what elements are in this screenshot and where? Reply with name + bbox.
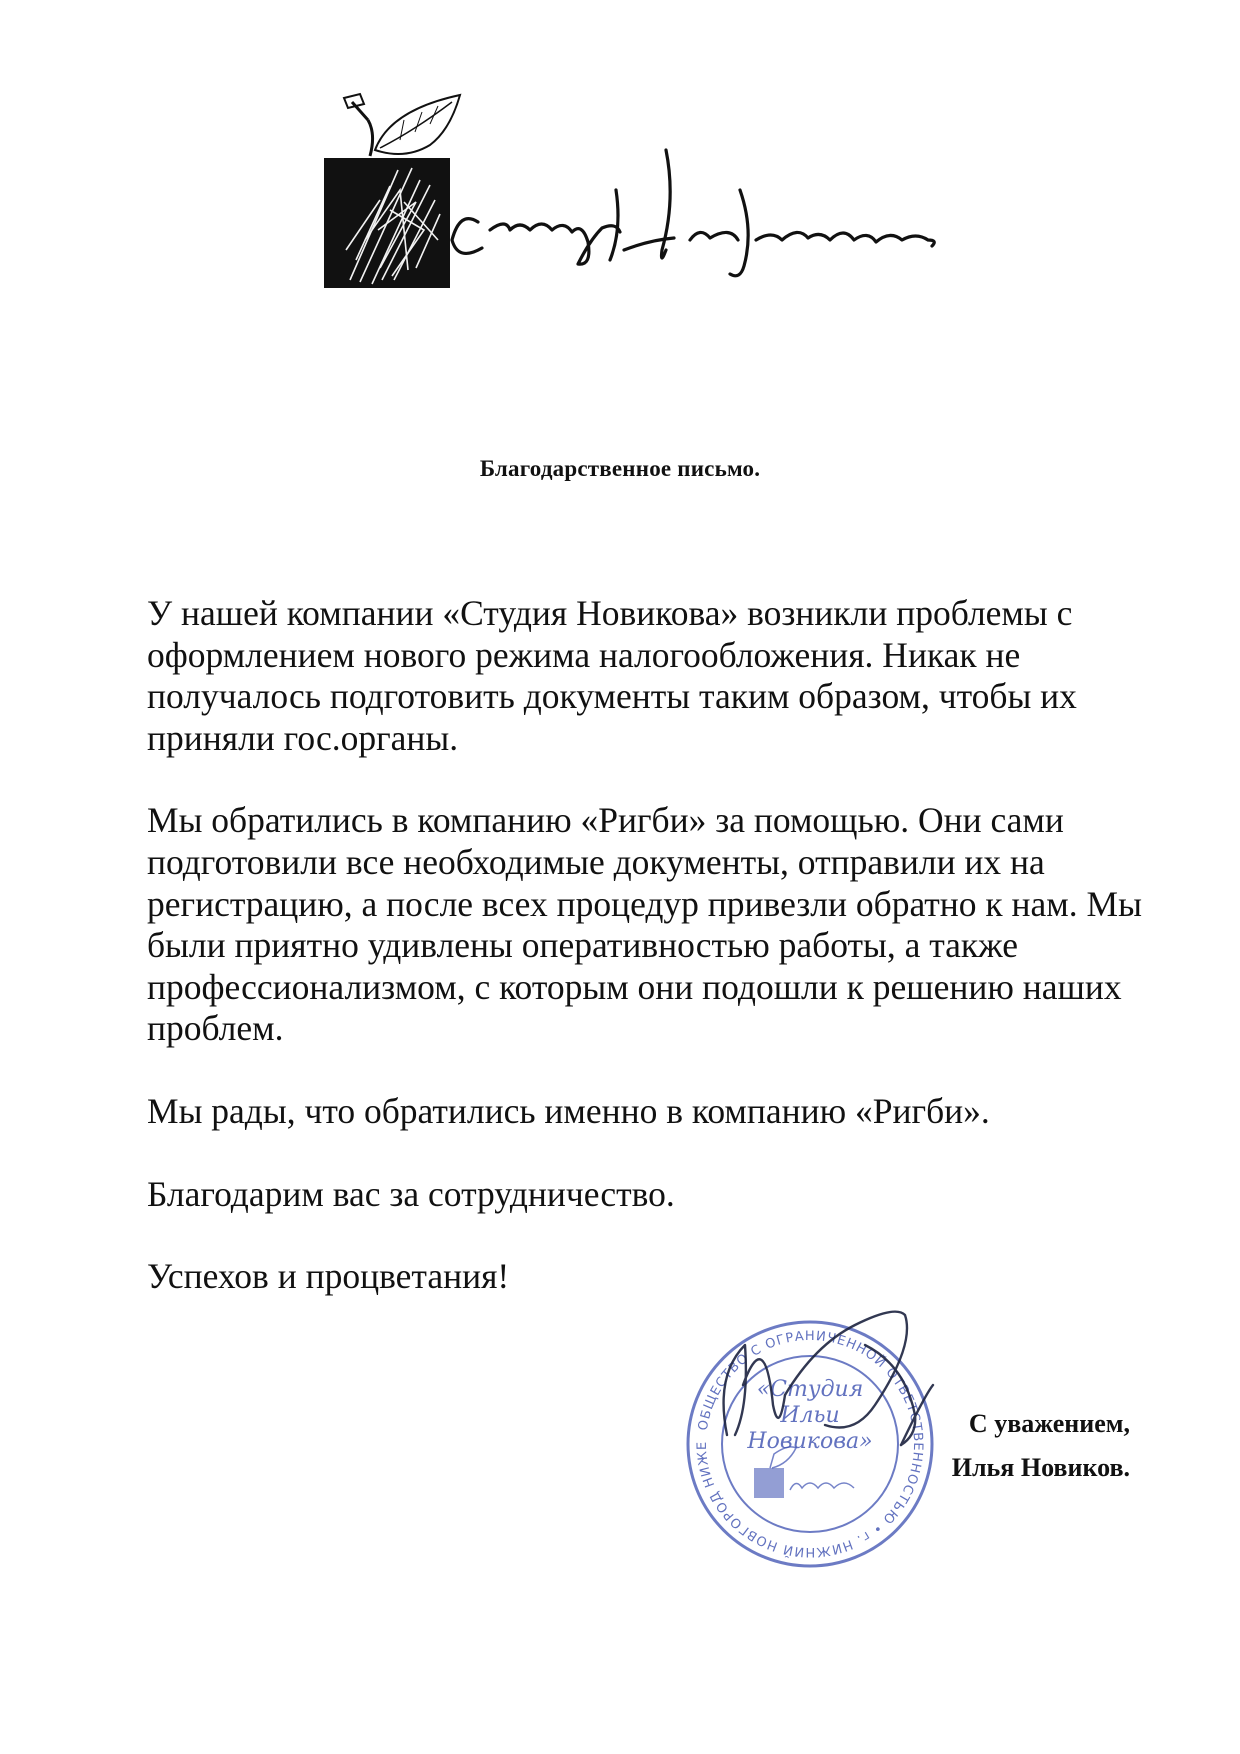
svg-text:Ильи: Ильи xyxy=(780,1403,840,1428)
logo-graphic xyxy=(320,90,940,290)
handwritten-signature xyxy=(705,1285,935,1475)
svg-text:Новикова»: Новикова» xyxy=(747,1429,873,1454)
signer-name: Илья Новиков. xyxy=(951,1453,1130,1482)
letter-body xyxy=(147,593,1147,1298)
document-title: Благодарственное письмо. xyxy=(479,456,761,481)
paragraph-problem: У нашей компании «Студия Новикова» возникли проблемы с оформлением нового режима налогообложения. Никак не получалось подготовить документы таким образом, чтобы их приняли гос.органы. xyxy=(147,593,1077,758)
paragraph-thanks: Благодарим вас за сотрудничество. xyxy=(147,1173,675,1214)
paragraph-wishes: Успехов и процветания! xyxy=(147,1256,510,1297)
company-logo xyxy=(320,90,940,290)
closing-block xyxy=(920,1402,1130,1490)
closing-greeting: С уважением, xyxy=(968,1409,1130,1438)
stamp-ring-text: ОБЩЕСТВО С ОГРАНИЧЕННОЙ ОТВЕТСТВЕННОСТЬЮ • г. НИЖНИЙ НОВГОРОД НИЖЕ xyxy=(694,1328,926,1560)
svg-text:«Студия: «Студия xyxy=(756,1377,864,1402)
paragraph-help: Мы обратились в компанию «Ригби» за помощью. Они сами подготовили все необходимые документы, отправили их на регистрацию, а после всех процедур привезли обратно к нам. Мы были приятно удивлены оперативностью работы, а также профессионализмом, с которым они подошли к решению наших проблем. xyxy=(147,800,1142,1049)
paragraph-glad: Мы рады, что обратились именно в компанию «Ригби». xyxy=(147,1090,990,1131)
